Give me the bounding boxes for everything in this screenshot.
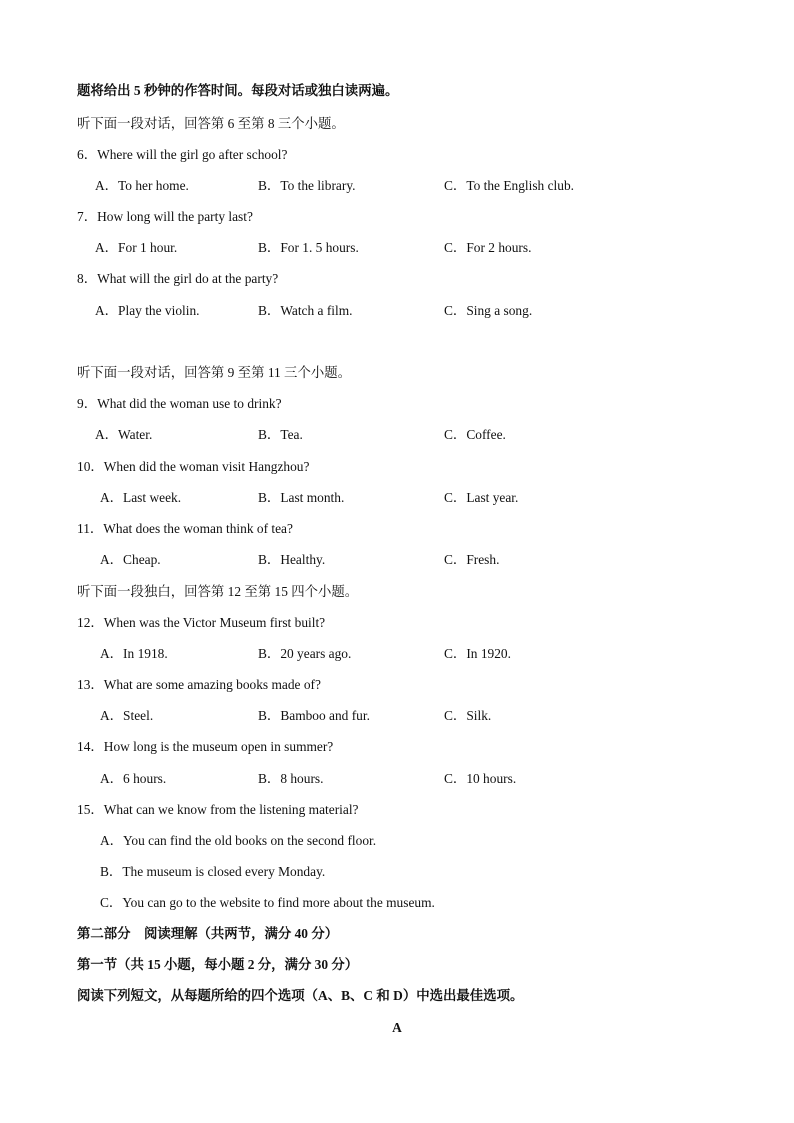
option-b: B．Healthy.: [258, 552, 326, 567]
option-b: B．To the library.: [258, 178, 356, 193]
option-b: B．The museum is closed every Monday.: [100, 864, 326, 879]
question-stem: 15．What can we know from the listening material?: [77, 802, 359, 817]
option-a: A．For 1 hour.: [95, 240, 178, 255]
option-c: C．Silk.: [444, 708, 492, 723]
option-b: B．Watch a film.: [258, 303, 353, 318]
option-b: B．For 1. 5 hours.: [258, 240, 359, 255]
question-stem: 13．What are some amazing books made of?: [77, 677, 321, 692]
question-stem: 8．What will the girl do at the party?: [77, 271, 279, 286]
question-stem: 12．When was the Victor Museum first built?: [77, 615, 326, 630]
option-b: B．Bamboo and fur.: [258, 708, 370, 723]
section-title: 第一节（共 15 小题，每小题 2 分，满分 30 分）: [77, 957, 359, 972]
option-c: C．Last year.: [444, 490, 519, 505]
option-a: A．Play the violin.: [95, 303, 200, 318]
option-a: A．Last week.: [100, 490, 182, 505]
option-c: C．In 1920.: [444, 646, 511, 661]
passage-label: A: [392, 1020, 402, 1035]
option-c: C．You can go to the website to find more about the museum.: [100, 895, 435, 910]
section-instruction: 听下面一段对话，回答第 9 至第 11 三个小题。: [77, 365, 352, 380]
option-a: A．Cheap.: [100, 552, 161, 567]
section-instruction: 听下面一段独白，回答第 12 至第 15 四个小题。: [77, 584, 359, 599]
question-stem: 10．When did the woman visit Hangzhou?: [77, 459, 310, 474]
reading-instruction: 阅读下列短文，从每题所给的四个选项（A、B、C 和 D）中选出最佳选项。: [77, 988, 524, 1003]
option-a: A．Water.: [95, 427, 153, 442]
option-b: B．20 years ago.: [258, 646, 352, 661]
question-stem: 11．What does the woman think of tea?: [77, 521, 293, 536]
intro-line: 题将给出 5 秒钟的作答时间。每段对话或独白读两遍。: [77, 83, 399, 98]
question-stem: 9．What did the woman use to drink?: [77, 396, 282, 411]
part-title: 第二部分 阅读理解（共两节，满分 40 分）: [77, 926, 339, 941]
section-instruction: 听下面一段对话，回答第 6 至第 8 三个小题。: [77, 116, 345, 131]
option-a: A．To her home.: [95, 178, 189, 193]
option-c: C．10 hours.: [444, 771, 517, 786]
option-b: B．8 hours.: [258, 771, 324, 786]
question-stem: 6．Where will the girl go after school?: [77, 147, 288, 162]
question-stem: 14．How long is the museum open in summer?: [77, 739, 334, 754]
option-c: C．For 2 hours.: [444, 240, 532, 255]
option-c: C．Fresh.: [444, 552, 500, 567]
option-a: A．In 1918.: [100, 646, 168, 661]
option-a: A．6 hours.: [100, 771, 167, 786]
option-c: C．Sing a song.: [444, 303, 533, 318]
option-c: C．To the English club.: [444, 178, 574, 193]
option-a: A．You can find the old books on the second floor.: [100, 833, 377, 848]
option-a: A．Steel.: [100, 708, 154, 723]
option-c: C．Coffee.: [444, 427, 506, 442]
question-stem: 7．How long will the party last?: [77, 209, 253, 224]
option-b: B．Last month.: [258, 490, 345, 505]
option-b: B．Tea.: [258, 427, 303, 442]
